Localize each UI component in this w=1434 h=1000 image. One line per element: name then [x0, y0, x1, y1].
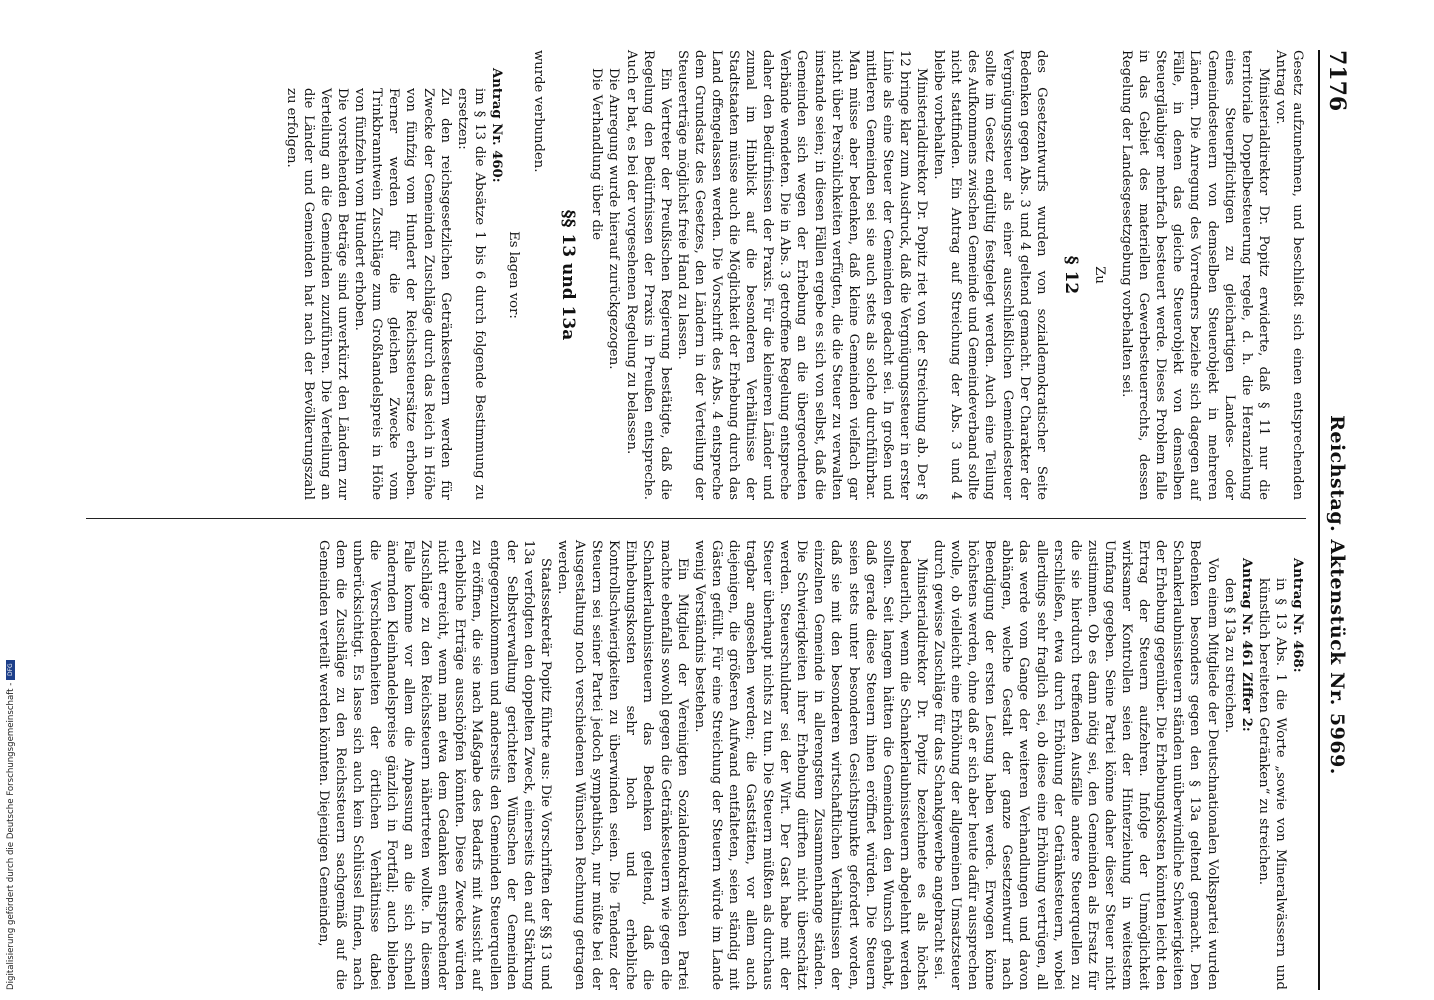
paragraph: wurde verbunden.	[531, 50, 547, 173]
motion-label: Antrag Nr. 468:	[1290, 558, 1305, 673]
paragraph: des Gesetzentwurfs wurden von sozialdemokratischer Seite Bedenken gegen Abs. 3 und 4 geltend gemacht. Der Charakter der Vergnügungssteuer als einer ausschließlichen Gemeindesteuer sollte im Gesetz endgültig festgelegt werden. Auch eine Teilung des Aufkommens zwischen Gemeinde und Gemeindeverband sollte nicht stattfinden. Ein Antrag auf Streichung der Abs. 3 und 4 bleibe vorbehalten.	[931, 50, 1049, 500]
paragraph: den § 13a zu streichen.	[1221, 578, 1237, 733]
paragraph: Staatssekretär Popitz führte aus: Die Vorschriften der §§ 13 und 13a verfolgten den doppelten Zweck, einerseits den auf Stärkung der Selbstverwaltung gerichteten Wünschen der Gemeinden entgegenzukommen und anderseits den Gemeinden Steuerquellen zu eröffnen, die sie nach Maßgabe des Bedarfs mit Aussicht auf erhebliche Erträge ausschöpfen könnten. Diese Zwecke würden nicht erreicht, wenn man etwa dem Gedanken entsprechender Zuschläge zu den Reichssteuern nähertreten wollte. In diesem Falle komme vor allem die Anpassung an die sich schnell ändernden Kleinhandelspreise gänzlich in Fortfall; auch blieben die Verschiedenheiten der örtlichen Verhältnisse dabei unberücksichtigt. Es lasse sich auch kein Schlüssel finden, nach dem die Zuschläge zu den Reichssteuern sachgemäß auf die Gemeinden verteilt werden könnten. Diejenigen Gemeinden,	[315, 540, 553, 990]
left-column	[283, 50, 1306, 500]
paragraph: in § 13 Abs. 1 die Worte „sowie von Mineralwässern und künstlich bereiteten Getränken“ zu streichen.	[1255, 578, 1288, 990]
page-header	[1318, 50, 1350, 990]
paragraph: Ministerialdirektor Dr. Popitz bezeichnete es als höchst bedauerlich, wenn die Schankerlaubnissteuern abgelehnt werden sollten. Seit langem hätten die Gemeinden den Wunsch gehabt, daß gerade diese Steuern ihnen eröffnet würden. Die Steuern seien stets unter besonderen Gesichtspunkte gefordert worden, daß sie mit den besonderen wirtschaftlichen Verhältnissen der einzelnen Gemeinde in allerengstem Zusammenhange ständen. Die Schwierigkeiten ihrer Erhebung dürften nicht überschätzt werden. Steuerschuldner sei der Wirt. Der Gast habe mit der Steuer überhaupt nichts zu tun. Die Steuern müßten als durchaus tragbar angesehen werden; die Gaststätten, vor allem auch diejenigen, die größeren Aufwand entfalteten, seien ständig mit Gästen gefüllt. Für eine Streichung der Steuern würde im Lande wenig Verständnis bestehen.	[691, 540, 929, 990]
page-title: Reichstag. Aktenstück Nr. 5969.	[1326, 415, 1348, 775]
section-heading-13: §§ 13 und 13a	[558, 209, 579, 341]
digitization-credit	[6, 660, 16, 990]
section-heading-12: § 12	[1060, 255, 1081, 295]
paragraph: Die vorstehenden Beträge sind unverkürzt den Ländern zur Verteilung an die Gemeinden zuzuführen. Die Verteilung an die Länder und Gemeinden hat nach der Bevölkerungszahl zu erfolgen.	[283, 88, 351, 500]
paragraph: Ministerialdirektor Dr. Popitz riet von der Streichung ab. Der § 12 bringe klar zum Ausdruck, daß die Vergnügungssteuer in erster Linie als eine Steuer der Gemeinden gedacht sei. In großen und mittleren Gemeinden sei sie auch stets als solche durchführbar. Man müsse aber bedenken, daß kleine Gemeinden vielfach gar nicht über Persönlichkeiten verfügten, die die Steuer zu verwalten imstande seien; in diesen Fällen ergebe es sich von selbst, daß die Gemeinden sich wegen der Erhebung an die übergeordneten Verbände wendeten. Die in Abs. 3 getroffene Regelung entspreche daher den Bedürfnissen der Praxis. Für die kleineren Länder und zumal im Hinblick auf die besonderen Verhältnisse der Stadtstaaten müsse auch die Möglichkeit der Erhebung durch das Land offengelassen werden. Die Vorschrift des Abs. 4 entspreche dem Grundsatz des Gesetzes, den Ländern in der Verteilung der Steuererträge möglichst freie Hand zu lassen.	[674, 50, 930, 500]
paragraph: Ein Mitglied der Vereinigten Sozialdemokratischen Partei machte ebenfalls sowohl gegen die Getränkesteuern wie gegen die Schankerlaubnissteuern das Bedenken geltend, daß die Einhebungskosten sehr hoch und erhebliche Kontrollschwierigkeiten zu überwinden seien. Die Tendenz der Steuern sei seiner Partei jedoch sympathisch, nur müßte bei der Ausgestaltung noch verschiedenen Wünschen Rechnung getragen werden.	[554, 540, 690, 990]
page-number: 7176	[1324, 50, 1350, 112]
paragraph: Gesetz aufzunehmen, und beschließt sich einen entsprechenden Antrag vor.	[1272, 50, 1305, 500]
document-page	[30, 50, 1350, 990]
paragraph: Die Verhandlung über die	[589, 68, 605, 241]
paragraph: Zu den reichsgesetzlichen Getränkesteuern werden für Zwecke der Gemeinden Zuschläge durch das Reich in Höhe von fünfzig vom Hundert der Reichssteuersätze erhoben. Ferner werden für die gleichen Zwecke vom Trinkbranntwein Zuschläge zum Großhandelspreis in Höhe von fünfzehn vom Hundert erhoben.	[352, 88, 453, 500]
paragraph: Ministerialdirektor Dr. Popitz erwiderte, daß § 11 nur die territoriale Doppelbesteuerung regele, d. h. die Heranziehung eines Steuerpflichtigen zu gleichartigen Landes- oder Gemeindesteuern von demselben Steuerobjekt in mehreren Ländern. Die Anregung des Vorredners beziehe sich dagegen auf Fälle, in denen das gleiche Steuerobjekt von demselben Steuergläubiger mehrfach besteuert werde. Dieses Problem falle in das Gebiet des materiellen Gewerbesteuerrechts, dessen Regelung der Landesgesetzgebung vorbehalten sei.	[1119, 50, 1271, 500]
motion-label: Antrag Nr. 461 Ziffer 2:	[1238, 558, 1254, 732]
motion-label: Antrag Nr. 460:	[488, 68, 504, 183]
paragraph: Ein Vertreter der Preußischen Regierung bestätigte, daß die Regelung den Bedürfnissen der Praxis in Preußen entspreche. Auch er bat, es bei der vorgesehenen Regelung zu belassen.	[623, 50, 673, 500]
paragraph: Von einem Mitgliede der Deutschnationalen Volkspartei wurden Bedenken besonders gegen den § 13a geltend gemacht. Den Schankerlaubnissteuern ständen unüberwindliche Schwierigkeiten der Erhebung gegenüber. Die Erhebungskosten könnten leicht den Ertrag der Steuern aufzehren. Infolge der Unmöglichkeit wirksamer Kontrollen seien der Hinterziehung in weitestem Umfang gegeben. Seine Partei könne daher dieser Steuer nicht zustimmen. Ob es dann nötig sei, den Gemeinden als Ersatz für die sie hierdurch treffenden Ausfälle andere Steuerquellen zu erschließen, etwa durch Erhöhung der Getränkesteuern, wobei allerdings sehr fraglich sei, ob diese eine Erhöhung vertrügen, all das werde vom Gange der weiteren Verhandlungen und davon abhängen, welche Gestalt der ganze Gesetzentwurf nach Beendigung der ersten Lesung haben werde. Erwogen könne höchstens werden, ohne daß er sich aber heute dafür aussprechen wolle, ob vielleicht eine Erhöhung der allgemeinen Umsatzsteuer durch gewisse Zuschläge für das Schankgewerbe angebracht sei.	[931, 540, 1220, 990]
credit-text: Digitalisierung gefördert durch die Deutsche Forschungsgemeinschaft -	[6, 682, 16, 990]
paragraph: im § 13 die Absätze 1 bis 6 durch folgende Bestimmung zu ersetzen:	[454, 88, 487, 500]
zu-label: Zu	[1091, 266, 1107, 284]
dfg-logo: DFG	[6, 660, 15, 680]
paragraph: Es lagen vor:	[506, 231, 522, 319]
column-divider	[86, 518, 1306, 519]
right-column	[315, 540, 1306, 990]
paragraph: Die Anregung wurde hierauf zurückgezogen.	[606, 68, 622, 370]
